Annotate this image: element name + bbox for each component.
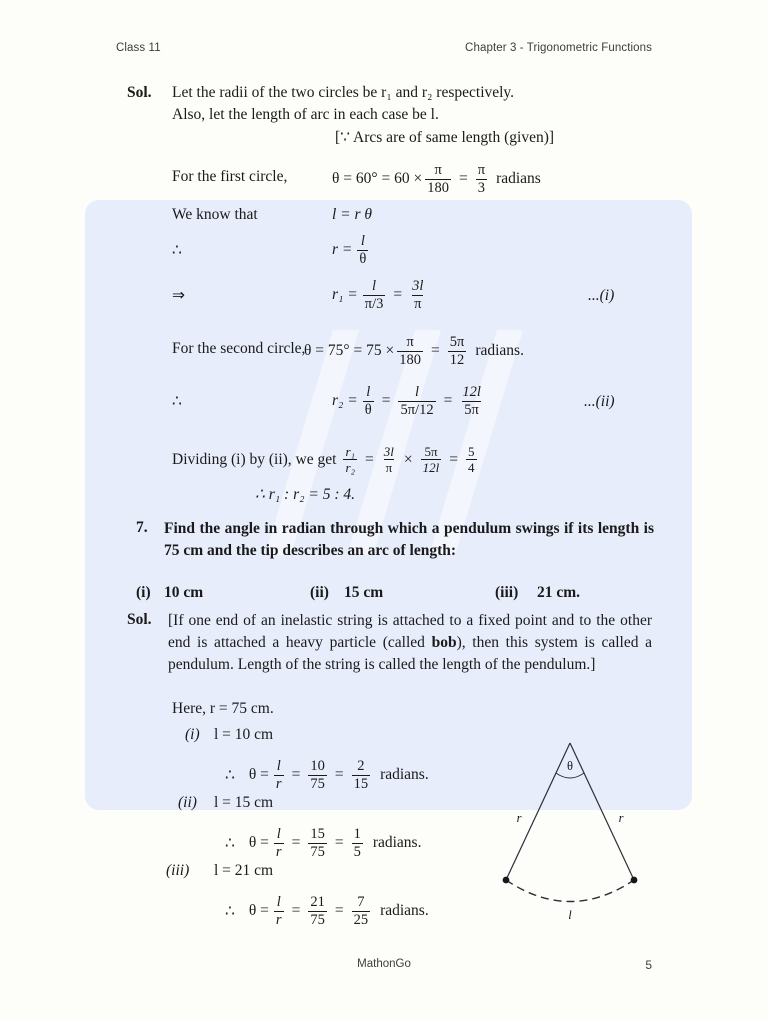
sol7-iii-fraction-21-75 [308, 895, 327, 928]
ratio-f2-den: π [385, 460, 393, 476]
ratio-equals-2: = [449, 450, 459, 468]
q7-option-ii-label: (ii) [310, 584, 329, 601]
theta1-frac1-den: 180 [427, 179, 449, 196]
ratio-f4-den: 4 [468, 460, 475, 476]
sol6-therefore-2: ∴ [172, 393, 182, 410]
sol7-i-f2-num: 10 [310, 758, 325, 774]
theta1-lhs: θ = 60° = 60 × [332, 170, 423, 188]
sol6-same-length-note: [∵ Arcs are of same length (given)] [335, 129, 555, 146]
q7-option-iii-value: 21 cm. [537, 584, 581, 601]
ratio-f1-den: r₂ [345, 460, 356, 476]
pendulum-sector-diagram [492, 737, 664, 925]
sol7-iii-unit: radians. [380, 902, 429, 920]
theta-first-circle-equation [332, 163, 541, 196]
second-circle-label: For the second circle, [172, 340, 306, 357]
sol7-part-i-label: (i) [185, 726, 200, 743]
sol7-given-radius: Here, r = 75 cm. [172, 700, 274, 717]
theta2-fraction-5pi-12 [448, 335, 467, 368]
sol6-line1: Let the radii of the two circles be r₁ and r₂ respectively. [172, 84, 515, 101]
arc-length-formula: l = r θ [332, 206, 373, 223]
sol7-ii-fraction-l-r [274, 827, 284, 860]
first-circle-label: For the first circle, [172, 168, 288, 185]
q7-text: Find the angle in radian through which a pendulum swings if its length is 75 cm and the tip describes an arc of length: [164, 520, 654, 559]
arc-dashed-path [506, 880, 634, 902]
r2-lhs: r₂ = [332, 392, 358, 410]
sol7-ii-f2-den: 75 [310, 843, 325, 860]
sol6-label: Sol. [127, 84, 152, 101]
ratio-fraction-5pi-12l [421, 445, 442, 475]
ratio-f1-num: r₁ [345, 444, 356, 459]
r2-f3-den: 5π [464, 401, 479, 418]
header-chapter-label: Chapter 3 - Trigonometric Functions [465, 42, 652, 54]
ratio-fraction-5-4 [466, 445, 477, 475]
sol7-i-unit: radians. [380, 766, 429, 784]
sol7-note-bob-word: bob [431, 634, 457, 651]
sol7-part-i-given: l = 10 cm [214, 726, 274, 743]
sol7-part-iii-label: (iii) [166, 862, 190, 879]
theta2-frac2-num: 5π [449, 334, 465, 350]
sol7-iii-f2-num: 21 [310, 894, 325, 910]
r2-equals-2: = [443, 392, 453, 410]
sol7-iii-lhs: θ = [248, 902, 269, 920]
theta1-frac1-num: π [434, 162, 442, 178]
r-formula-equation [332, 234, 371, 267]
sol7-iii-fraction-l-r [274, 895, 284, 928]
r-formula-lhs: r = [332, 241, 353, 259]
r-formula-den: θ [359, 250, 367, 267]
sol7-i-fraction-2-15 [352, 759, 371, 792]
r2-f1-num: l [366, 384, 371, 400]
r1-f1-num: l [372, 278, 377, 294]
theta2-frac2-den: 12 [449, 351, 465, 368]
r1-lhs: r₁ = [332, 286, 358, 304]
sol7-i-f3-den: 15 [353, 775, 369, 792]
theta2-lhs: θ = 75° = 75 × [304, 342, 395, 360]
sol7-ii-f3-num: 1 [353, 826, 361, 842]
sol7-part-iii-equation [225, 895, 429, 928]
sol7-i-fraction-l-r [274, 759, 284, 792]
r1-fraction-2 [410, 279, 425, 312]
q7-option-ii-value: 15 cm [344, 584, 384, 601]
r1-fraction-1 [363, 279, 386, 312]
sol7-iii-therefore: ∴ [225, 902, 235, 920]
angle-label: θ [567, 759, 573, 773]
sol7-ii-unit: radians. [372, 834, 422, 852]
sol6-conclusion: ∴ r₁ : r₂ = 5 : 4. [255, 486, 355, 503]
sol7-ii-f1-num: l [276, 826, 281, 842]
sol7-iii-fraction-7-25 [352, 895, 371, 928]
q7-option-iii-label: (iii) [495, 584, 519, 601]
theta1-equals: = [458, 170, 468, 188]
theta2-frac1-num: π [406, 334, 414, 350]
sol7-ii-f1-den: r [275, 843, 282, 860]
sol6-implies: ⇒ [172, 287, 185, 304]
sol6-therefore-1: ∴ [172, 242, 182, 259]
sol7-iii-f1-num: l [276, 894, 281, 910]
radius-label-left: r [516, 811, 522, 825]
r2-fraction-2 [398, 385, 435, 418]
sol7-i-f1-num: l [276, 758, 281, 774]
sol7-i-therefore: ∴ [225, 766, 235, 784]
r2-f2-den: 5π/12 [400, 401, 434, 418]
sol7-i-fraction-10-75 [308, 759, 327, 792]
theta2-fraction-pi-180 [397, 335, 423, 368]
sol7-pendulum-note: [If one end of an inelastic string is attached to a fixed point and to the other end is attached a heavy particle (called bob), then this system is called a pendulum. Length of the string is called the length of the pendulum.] [168, 612, 652, 673]
ratio-f3-den: 12l [422, 460, 440, 476]
sol7-iii-f2-den: 75 [310, 911, 325, 928]
r1-f2-den: π [414, 295, 422, 312]
page-header [116, 42, 652, 54]
r1-equation [332, 279, 428, 312]
sol7-i-equals-2: = [334, 766, 344, 784]
bob-endpoint-right [631, 877, 638, 884]
r1-equals: = [393, 286, 403, 304]
bob-endpoint-left [503, 877, 510, 884]
header-class-label: Class 11 [116, 42, 161, 54]
sol7-i-f3-num: 2 [357, 758, 365, 774]
angle-arc [556, 773, 584, 778]
sol7-ii-f3-den: 5 [353, 843, 361, 860]
sol7-part-ii-label: (ii) [178, 794, 197, 811]
sol6-line2: Also, let the length of arc in each case be l. [172, 106, 439, 123]
sol7-ii-f2-num: 15 [310, 826, 325, 842]
sol7-part-ii-given: l = 15 cm [214, 794, 274, 811]
ratio-fraction-r1-r2 [343, 445, 357, 475]
q7-option-i-value: 10 cm [164, 584, 204, 601]
theta1-frac2-num: π [477, 162, 486, 178]
sol7-i-f2-den: 75 [310, 775, 325, 792]
r1-f2-num: 3l [412, 278, 424, 294]
sol7-iii-equals-1: = [291, 902, 301, 920]
theta2-unit: radians. [475, 342, 524, 360]
sol7-iii-equals-2: = [334, 902, 344, 920]
sol7-i-f1-den: r [275, 775, 282, 792]
q7-option-i-label: (i) [136, 584, 151, 601]
radius-label-right: r [618, 811, 624, 825]
radius-line-right [570, 743, 634, 880]
r2-equation [332, 385, 486, 418]
r2-fraction-3 [460, 385, 483, 418]
q7-number: 7. [136, 519, 148, 536]
footer-brand: MathonGo [357, 958, 411, 970]
r2-fraction-1 [363, 385, 374, 418]
r-formula-fraction [357, 234, 368, 267]
r1-f1-den: π/3 [364, 295, 384, 312]
sol7-ii-therefore: ∴ [225, 834, 235, 852]
dividing-equation-row [172, 445, 480, 475]
ratio-fraction-3l-pi [382, 445, 396, 475]
r2-f1-den: θ [364, 401, 372, 418]
ratio-f2-num: 3l [383, 444, 394, 459]
theta2-frac1-den: 180 [399, 351, 421, 368]
sol7-iii-f1-den: r [275, 911, 282, 928]
theta2-equals: = [430, 342, 440, 360]
ratio-equals-1: = [365, 450, 374, 468]
theta1-frac2-den: 3 [477, 179, 486, 196]
we-know-that-label: We know that [172, 206, 258, 223]
footer-page-number: 5 [645, 958, 652, 972]
sol7-iii-f3-num: 7 [357, 894, 365, 910]
theta1-unit: radians [496, 170, 541, 188]
sol7-ii-fraction-15-75 [308, 827, 327, 860]
ratio-f3-num: 5π [424, 444, 438, 459]
sol7-i-lhs: θ = [248, 766, 269, 784]
ratio-f4-num: 5 [468, 444, 475, 459]
sol7-label: Sol. [127, 611, 152, 628]
r2-f3-num: 12l [462, 384, 481, 400]
sol7-part-i-equation [225, 759, 429, 792]
sol7-part-ii-equation [225, 827, 421, 860]
arc-label: l [568, 908, 572, 922]
ratio-times: × [403, 450, 413, 468]
r2-equals-1: = [381, 392, 391, 410]
sol7-ii-fraction-1-5 [352, 827, 363, 860]
dividing-text: Dividing (i) by (ii), we get [172, 450, 337, 468]
r-formula-num: l [360, 233, 365, 249]
theta1-fraction-pi-3 [476, 163, 487, 196]
r1-reference-i: ...(i) [588, 287, 615, 304]
sol7-ii-equals-1: = [291, 834, 301, 852]
sol7-ii-equals-2: = [334, 834, 344, 852]
r2-f2-num: l [415, 384, 420, 400]
sol7-i-equals-1: = [291, 766, 301, 784]
sol7-part-iii-given: l = 21 cm [214, 862, 274, 879]
r2-reference-ii: ...(ii) [584, 393, 615, 410]
sol7-iii-f3-den: 25 [353, 911, 369, 928]
theta-second-circle-equation [304, 335, 524, 368]
theta1-fraction-pi-180 [425, 163, 451, 196]
sol7-ii-lhs: θ = [248, 834, 269, 852]
